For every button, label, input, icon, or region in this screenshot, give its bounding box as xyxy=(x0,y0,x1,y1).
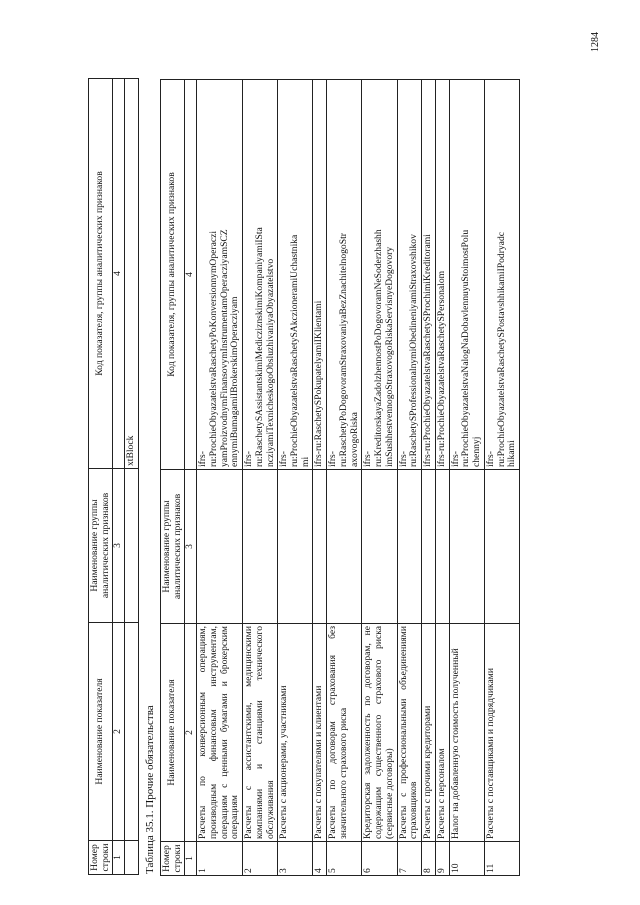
top-table-header-row xyxy=(89,79,113,875)
indicator-code-line: ifrs-ru:RaschetySPokupatelyamiIKlientami xyxy=(313,300,325,467)
indicator-code-line: ifrs- xyxy=(449,451,461,467)
indicator-name: Расчеты с акционерами, участниками xyxy=(278,624,313,842)
top-header-indicator-name: Наименование показателя xyxy=(89,623,113,841)
indicator-code xyxy=(278,80,313,470)
row-number: 2 xyxy=(243,842,278,876)
group-name xyxy=(484,470,519,624)
indicator-name: Расчеты с персоналом xyxy=(435,624,449,842)
indicator-code-line: ifrs- xyxy=(484,451,496,467)
indicator-code-line: ifrs- xyxy=(327,451,339,467)
main-table-column-numbers xyxy=(185,80,197,876)
indicator-code-line: ifrs- xyxy=(362,451,374,467)
row-number: 11 xyxy=(484,842,519,876)
indicator-code xyxy=(484,80,519,470)
indicator-code xyxy=(243,80,278,470)
group-name xyxy=(327,470,362,624)
colnum-1: 1 xyxy=(185,842,197,876)
indicator-code-line: ru:ProchieObyazatelstvaRaschetySPostavshhikamiIPodryadc xyxy=(495,232,507,467)
page-number: 1284 xyxy=(590,32,601,52)
indicator-code-line: mi xyxy=(299,456,311,467)
header-group-name: Наименование группы аналитических признаков xyxy=(160,470,184,624)
colnum-2: 2 xyxy=(185,624,197,842)
group-name xyxy=(313,470,327,624)
top-colnum-1: 1 xyxy=(113,841,125,875)
table-row xyxy=(362,80,397,876)
row-number: 7 xyxy=(397,842,421,876)
header-code: Код показателя, группы аналитических признаков xyxy=(160,80,184,470)
indicator-name: Налог на добавленную стоимость полученный xyxy=(449,624,484,842)
top-header-group-name: Наименование группы аналитических признаков xyxy=(89,469,113,623)
indicator-code-line: hikami xyxy=(506,440,518,467)
row-number: 9 xyxy=(435,842,449,876)
indicator-code-line: chennyj xyxy=(471,436,483,467)
indicator-code-line: yamProizvodnymFinansovymInstrumentamOperacziyamSCZ xyxy=(218,229,230,467)
row-number: 4 xyxy=(313,842,327,876)
indicator-code-line: ifrs- xyxy=(397,451,409,467)
indicator-name: Расчеты по конверсионным операциям, производным финансовым инструментам, операциям с ценными бумагами и брокерским операциям xyxy=(197,624,243,842)
table-row xyxy=(327,80,362,876)
top-table-fragment-row xyxy=(125,79,139,875)
top-colnum-4: 4 xyxy=(113,79,125,469)
indicator-code-line: ifrs- xyxy=(197,451,209,467)
indicator-code-line: ncziyamiTexnicheskogoObsluzhivaniyaObyazatelstvo xyxy=(264,258,276,467)
top-colnum-2: 2 xyxy=(113,623,125,841)
main-table-header-row xyxy=(160,80,184,876)
row-number: 5 xyxy=(327,842,362,876)
indicator-code xyxy=(397,80,421,470)
top-fragment-text: xtBlock xyxy=(125,79,139,469)
colnum-4: 4 xyxy=(185,80,197,470)
indicator-code xyxy=(362,80,397,470)
top-table-column-numbers xyxy=(113,79,125,875)
indicator-code-line: ifrs-ru:ProchieObyazatelstvaRaschetySProchimiKreditorami xyxy=(422,234,434,467)
top-fragment-empty-3 xyxy=(125,469,139,623)
indicator-name: Расчеты с прочими кредиторами xyxy=(422,624,436,842)
indicator-code-line: ifrs- xyxy=(278,451,290,467)
row-number: 10 xyxy=(449,842,484,876)
indicator-name: Кредиторская задолженность по договорам, не содержащим существенного страхового риска (сервисные договоры) xyxy=(362,624,397,842)
indicator-code xyxy=(327,80,362,470)
indicator-code-line: ru:ProchieObyazatelstvaNalogNaDobavlennuyuStoimostPolu xyxy=(460,229,472,467)
table-row xyxy=(435,80,449,876)
indicator-code-line: ifrs- xyxy=(243,451,255,467)
indicator-code-line: axovogoRiska xyxy=(348,412,360,467)
table-row xyxy=(397,80,421,876)
group-name xyxy=(449,470,484,624)
top-fragment-empty-2 xyxy=(125,623,139,841)
indicator-code-line: imSushhestvennogoStraxovogoRiskaServisnyeDogovory xyxy=(383,246,395,467)
indicator-code-line: ru:ProchieObyazatelstvaRaschetyPoKonversionnymOperaczi xyxy=(207,230,219,467)
table-row xyxy=(313,80,327,876)
row-number: 1 xyxy=(197,842,243,876)
table-row xyxy=(422,80,436,876)
indicator-code-line: ru:RaschetyPoDogovoramStraxovaniyaBezZnachitelnogoStr xyxy=(337,233,349,467)
group-name xyxy=(243,470,278,624)
group-name xyxy=(422,470,436,624)
header-indicator-name: Наименование показателя xyxy=(160,624,184,842)
indicator-code-line: ru:RaschetySAssistantskimiMedicziznskimiKompaniyamiISta xyxy=(253,227,265,467)
indicator-name: Расчеты с ассистантскими, медицинскими компаниями и станциями технического обслуживания xyxy=(243,624,278,842)
group-name xyxy=(435,470,449,624)
top-header-row-number: Номер строки xyxy=(89,841,113,875)
main-table-body xyxy=(197,80,520,876)
top-fragment-empty-1 xyxy=(125,841,139,875)
indicator-code-line: ifrs-ru:ProchieObyazatelstvaRaschetySPersonalom xyxy=(435,270,447,467)
header-row-number: Номер строки xyxy=(160,842,184,876)
indicator-code-line: ru:KreditorskayaZadolzhennostPoDogovoramNeSoderzhashh xyxy=(373,229,385,467)
indicator-name: Расчеты с поставщиками и подрядчиками xyxy=(484,624,519,842)
table-row xyxy=(449,80,484,876)
indicator-name: Расчеты по договорам страхования без значительного страхового риска xyxy=(327,624,362,842)
indicator-code xyxy=(197,80,243,470)
indicator-name: Расчеты с покупателями и клиентами xyxy=(313,624,327,842)
group-name xyxy=(397,470,421,624)
rotated-page-content xyxy=(88,76,600,876)
row-number: 8 xyxy=(422,842,436,876)
group-name xyxy=(197,470,243,624)
row-number: 3 xyxy=(278,842,313,876)
group-name xyxy=(278,470,313,624)
table-row xyxy=(197,80,243,876)
top-colnum-3: 3 xyxy=(113,469,125,623)
top-header-code: Код показателя, группы аналитических признаков xyxy=(89,79,113,469)
indicator-code-line: ennymiBumagamiIBrokerskimOperacziyam xyxy=(229,296,241,467)
table-row xyxy=(278,80,313,876)
indicator-name: Расчеты с профессиональными объединениями страховщиков xyxy=(397,624,421,842)
table-row xyxy=(243,80,278,876)
indicator-code xyxy=(435,80,449,470)
colnum-3: 3 xyxy=(185,470,197,624)
indicator-code xyxy=(449,80,484,470)
row-number: 6 xyxy=(362,842,397,876)
indicator-code xyxy=(313,80,327,470)
indicator-code-line: ru:ProchieObyazatelstvaRaschetySAkczioneramiUchastnika xyxy=(289,234,301,467)
table-row xyxy=(484,80,519,876)
group-name xyxy=(362,470,397,624)
main-table xyxy=(160,79,520,876)
table-caption: Таблица 35.1. Прочие обязательства xyxy=(143,705,156,874)
indicator-code xyxy=(422,80,436,470)
top-table xyxy=(88,78,139,875)
indicator-code-line: ru:RaschetySProfessionalnymiObedineniyamiStraxovshikov xyxy=(408,234,420,467)
